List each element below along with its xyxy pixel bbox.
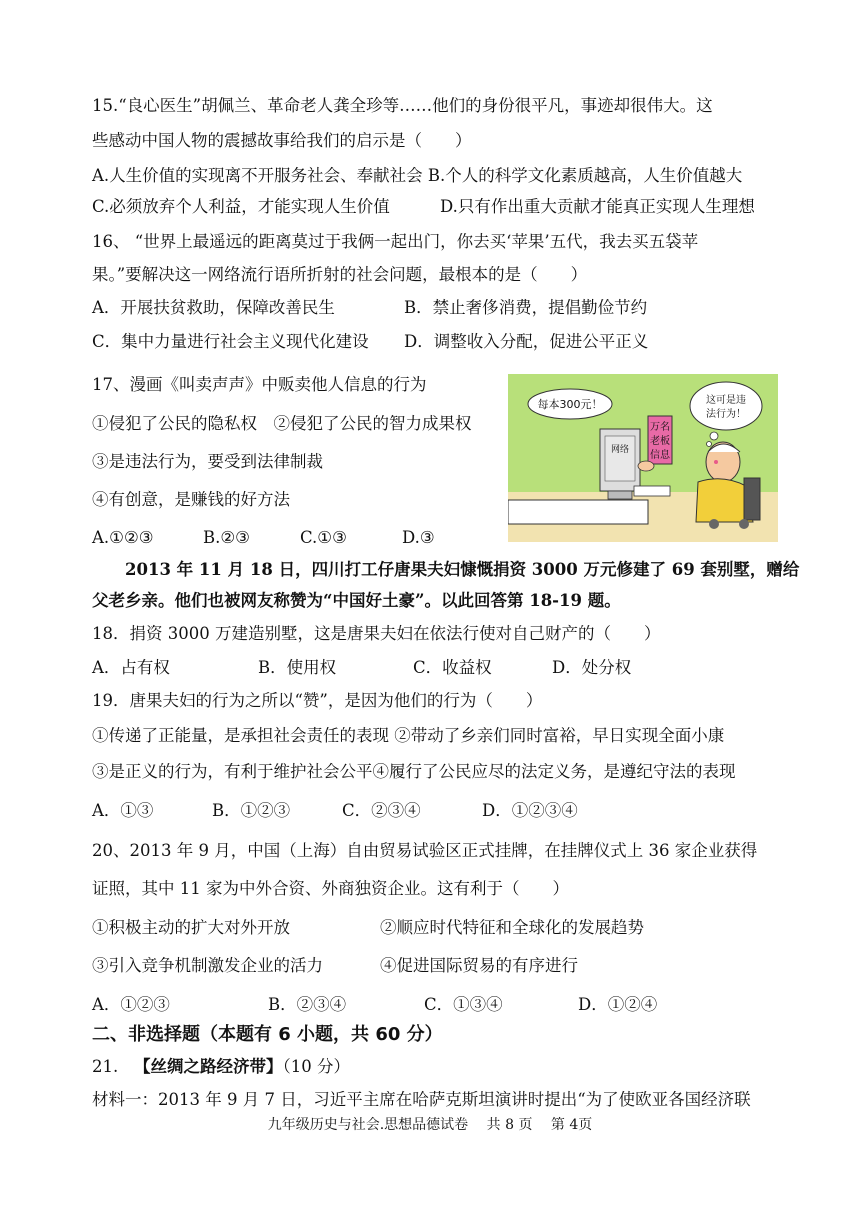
q21-title: 【丝绸之路经济带】 [134,1057,283,1076]
section-2-heading: 二、非选择题（本题有 6 小题，共 60 分） [92,1024,443,1045]
intro-line1: 2013 年 11 月 18 日，四川打工仔唐果夫妇慷慨捐资 3000 万元修建了 69 套别墅，赠给 [125,560,800,579]
page-footer: 九年级历史与社会.思想品德试卷 共 8 页 第 4页 [267,1117,593,1133]
q19-option-c: C．②③④ [342,801,421,820]
q20-item-4: ④促进国际贸易的有序进行 [380,956,578,975]
q20-option-c: C．①③④ [424,995,503,1014]
q19-items-3-4: ③是正义的行为，有利于维护社会公平④履行了公民应尽的法定义务，是遵纪守法的表现 [92,762,736,781]
book-text-1: 万名 [650,422,670,433]
cartoon-illustration [508,374,778,542]
q19-option-a: A．①③ [92,801,154,820]
q20-item-1: ①积极主动的扩大对外开放 [92,918,290,937]
q17-option-c: C.①③ [300,528,347,547]
q16-option-d: D．调整收入分配，促进公平正义 [404,332,649,351]
q20-option-b: B．②③④ [268,995,347,1014]
q20-item-2: ②顺应时代特征和全球化的发展趋势 [380,918,644,937]
q16-line1: 16、 “世界上最遥远的距离莫过于我俩一起出门，你去买‘苹果’五代，我去买五袋苹 [92,232,699,251]
q17-item-4: ④有创意，是赚钱的好方法 [92,490,290,509]
q17-option-b: B.②③ [203,528,250,547]
q16-option-c: C．集中力量进行社会主义现代化建设 [92,332,369,351]
book-text-3: 信息 [650,450,670,461]
q19-items-1-2: ①传递了正能量，是承担社会责任的表现 ②带动了乡亲们同时富裕，早日实现全面小康 [92,726,725,745]
q19-option-d: D．①②③④ [482,801,578,820]
q15-line1: 15.“良心医生”胡佩兰、革命老人龚全珍等……他们的身份很平凡，事迹却很伟大。这 [92,96,713,115]
q18-option-b: B．使用权 [258,658,337,677]
q18-option-d: D．处分权 [552,658,632,677]
q15-line2: 些感动中国人物的震撼故事给我们的启示是（ ） [92,131,472,150]
q20-item-3: ③引入竞争机制激发企业的活力 [92,956,323,975]
q17-option-a: A.①②③ [92,528,154,547]
q21-number: 21. [92,1057,119,1076]
q17-line1: 17、漫画《叫卖声声》中贩卖他人信息的行为 [92,375,427,394]
q16-line2: 果。”要解决这一网络流行语所折射的社会问题，最根本的是（ ） [92,265,588,284]
bubble-sale-text: 每本300元！ [537,398,603,411]
q16-option-a: A．开展扶贫救助，保障改善民生 [92,298,335,317]
intro-line2: 父老乡亲。他们也被网友称赞为“中国好土豪”。以此回答第 18-19 题。 [92,591,621,610]
q20-line2: 证照，其中 11 家为中外合资、外商独资企业。这有利于（ ） [92,879,569,898]
q21-heading [92,1056,350,1078]
q21-material-1: 材料一：2013 年 9 月 7 日，习近平主席在哈萨克斯坦演讲时提出“为了使欧亚各国经济联 [92,1090,751,1109]
bubble-illegal-text-1: 这可是违 [706,395,746,406]
book-text-2: 老板 [650,436,670,447]
q20-option-a: A．①②③ [92,995,170,1014]
q18-option-a: A．占有权 [92,658,170,677]
q17-item-3: ③是违法行为，要受到法律制裁 [92,452,323,471]
q18-option-c: C．收益权 [413,658,492,677]
monitor-label-1: 网络 [610,445,630,455]
q18-line1: 18．捐资 3000 万建造别墅，这是唐果夫妇在依法行使对自己财产的（ ） [92,624,661,643]
q17-item-1-2: ①侵犯了公民的隐私权 ②侵犯了公民的智力成果权 [92,414,472,433]
q15-option-ab: A.人生价值的实现离不开服务社会、奉献社会 B.个人的科学文化素质越高，人生价值越大 [92,166,743,185]
q20-option-d: D．①②④ [578,995,658,1014]
q17-option-d: D.③ [402,528,435,547]
q19-line1: 19．唐果夫妇的行为之所以“赞”，是因为他们的行为（ ） [92,691,543,710]
q21-score: （10 分） [282,1057,350,1076]
q20-line1: 20、2013 年 9 月，中国（上海）自由贸易试验区正式挂牌，在挂牌仪式上 36 家企业获得 [92,841,758,860]
q15-option-c: C.必须放弃个人利益，才能实现人生价值 [92,197,390,216]
bubble-illegal-text-2: 法行为！ [706,409,746,420]
q16-option-b: B．禁止奢侈消费，提倡勤俭节约 [404,298,648,317]
q15-option-d: D.只有作出重大贡献才能真正实现人生理想 [440,197,755,216]
q19-option-b: B．①②③ [212,801,291,820]
